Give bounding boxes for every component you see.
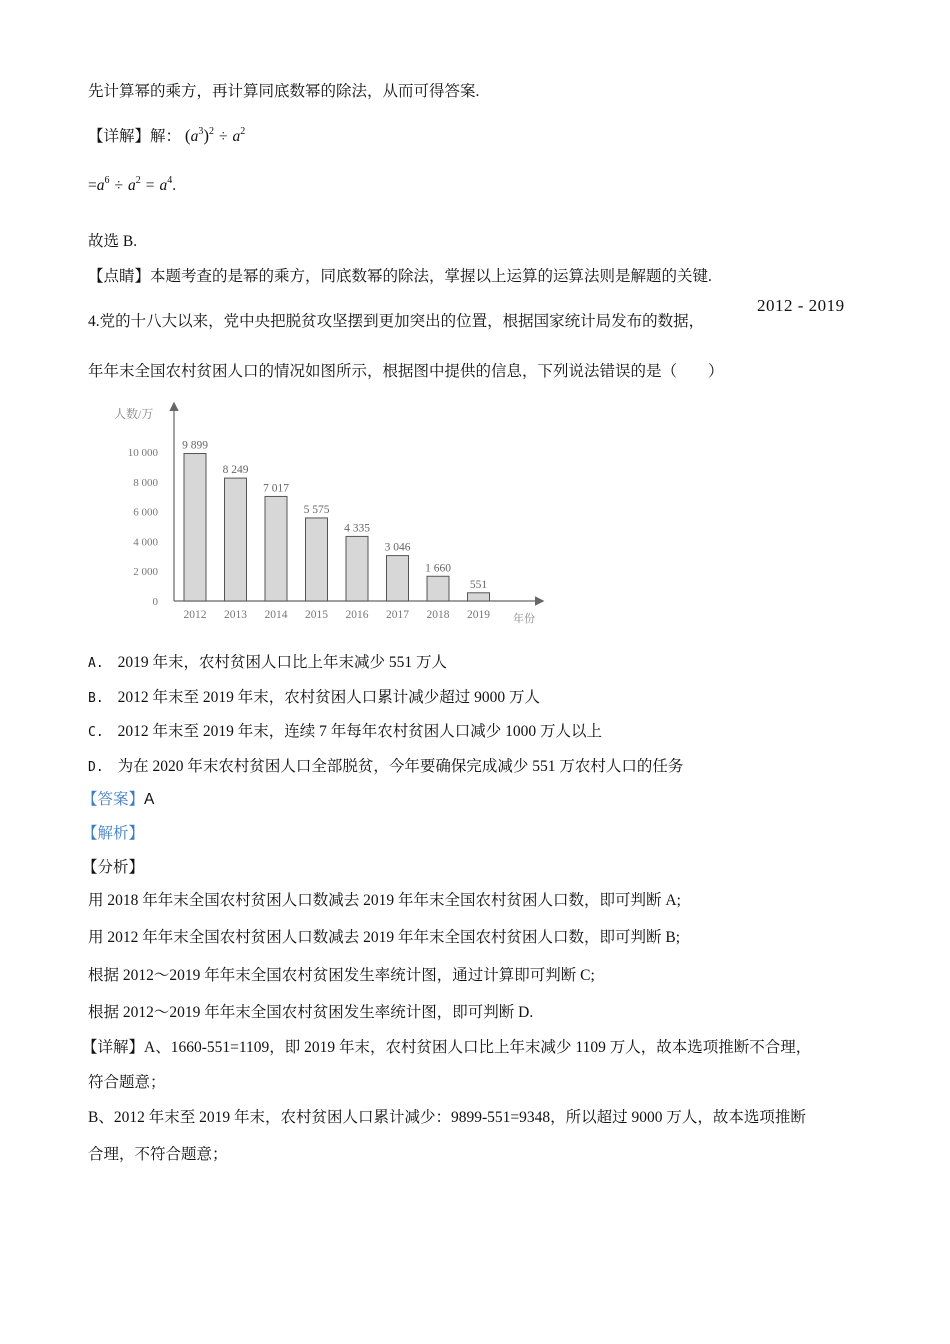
x-tick-label: 2013 xyxy=(224,609,247,621)
bar-2015 xyxy=(306,518,328,601)
key-point: 【点睛】本题考查的是幂的乘方，同底数幂的除法，掌握以上运算的运算法则是解题的关键. xyxy=(88,268,712,285)
option-a[interactable]: A. 2019 年末，农村贫困人口比上年末减少 551 万人 xyxy=(88,654,448,671)
bar-2012 xyxy=(184,454,206,601)
hint-text: 先计算幂的乘方，再计算同底数幂的除法，从而可得答案. xyxy=(88,83,480,100)
question-4-line-2: 年年末全国农村贫困人口的情况如图所示，根据图中提供的信息，下列说法错误的是（ ） xyxy=(88,363,724,380)
bar-value-label: 9 899 xyxy=(182,439,208,452)
x-tick-label: 2017 xyxy=(386,609,409,621)
bar-value-label: 8 249 xyxy=(222,464,249,477)
bar-2016 xyxy=(346,536,368,601)
detail-2-a-line-2: 符合题意； xyxy=(88,1074,166,1091)
x-axis-label: 年份 xyxy=(513,613,535,625)
bar-2019 xyxy=(468,593,490,601)
detail-2-b-line-1: B、2012 年末至 2019 年末，农村贫困人口累计减少：9899-551=9348，所以超过 9000 万人，故本选项推断 xyxy=(88,1109,806,1126)
bar-2014 xyxy=(265,496,287,601)
y-tick-label: 8 000 xyxy=(133,476,158,489)
x-tick-label: 2012 xyxy=(183,609,207,621)
detail-1-line-2 xyxy=(88,176,176,198)
question-4-line-1: 4.党的十八大以来，党中央把脱贫攻坚摆到更加突出的位置，根据国家统计局发布的数据， xyxy=(88,313,705,330)
answer-value: A xyxy=(144,791,155,808)
analysis-line-d: 根据 2012～2019 年年末全国农村贫困发生率统计图，即可判断 D. xyxy=(88,1004,534,1021)
x-tick-label: 2015 xyxy=(305,609,328,621)
y-tick-label: 10 000 xyxy=(127,447,158,459)
analysis-line-a: 用 2018 年年末全国农村贫困人口数减去 2019 年年末全国农村贫困人口数，即可判断 A; xyxy=(88,892,681,909)
detail-2-b-line-2: 合理，不符合题意； xyxy=(88,1146,228,1163)
answer-label: 【答案】 xyxy=(82,791,145,808)
option-c[interactable]: C. 2012 年末至 2019 年末，连续 7 年每年农村贫困人口减少 1000 万人以上 xyxy=(88,723,603,740)
analysis-label: 【解析】 xyxy=(82,825,145,842)
detail-label: 【详解】解： xyxy=(88,128,182,145)
detail-2-a-line-1: 【详解】A、1660-551=1109，即 2019 年末，农村贫困人口比上年末减少 1109 万人，故本选项推断不合理， xyxy=(82,1039,812,1056)
analysis-line-b: 用 2012 年年末全国农村贫困人口数减去 2019 年年末全国农村贫困人口数，即可判断 B; xyxy=(88,929,681,946)
x-tick-label: 2018 xyxy=(426,609,450,621)
analysis-line-c: 根据 2012～2019 年年末全国农村贫困发生率统计图，通过计算即可判断 C; xyxy=(88,967,595,984)
answer-line xyxy=(82,790,154,810)
x-tick-label: 2016 xyxy=(345,609,369,621)
y-tick-label: 0 xyxy=(152,596,158,608)
bar-value-label: 4 335 xyxy=(344,522,370,535)
question-4-years: 2012 - 2019 xyxy=(757,296,845,315)
option-b[interactable]: B. 2012 年末至 2019 年末，农村贫困人口累计减少超过 9000 万人 xyxy=(88,689,541,706)
bar-value-label: 551 xyxy=(469,578,488,591)
x-tick-label: 2019 xyxy=(467,609,490,621)
choose-answer: 故选 B. xyxy=(88,233,138,250)
y-tick-label: 6 000 xyxy=(133,506,158,519)
y-axis-label: 人数/万 xyxy=(114,407,154,421)
fenxi-label: 【分析】 xyxy=(82,859,145,876)
bar-value-label: 5 575 xyxy=(303,503,330,516)
bar-2017 xyxy=(387,556,409,601)
bar-value-label: 7 017 xyxy=(263,482,289,495)
bar-value-label: 3 046 xyxy=(384,541,411,554)
poverty-bar-chart xyxy=(110,398,550,630)
option-d[interactable]: D. 为在 2020 年末农村贫困人口全部脱贫，今年要确保完成减少 551 万农村人口的任务 xyxy=(88,758,684,775)
bar-2018 xyxy=(427,576,449,601)
x-tick-label: 2014 xyxy=(264,609,288,621)
y-tick-label: 4 000 xyxy=(133,536,158,549)
simplified-expression: $=a^6 \div a^2 = a^4$. xyxy=(88,175,177,194)
bar-value-label: 1 660 xyxy=(425,562,451,575)
detail-1-line-1 xyxy=(88,126,245,149)
power-expression: $(a^3)^2 \div a^2$ xyxy=(184,126,246,145)
y-tick-label: 2 000 xyxy=(133,566,158,579)
bar-2013 xyxy=(225,478,247,601)
